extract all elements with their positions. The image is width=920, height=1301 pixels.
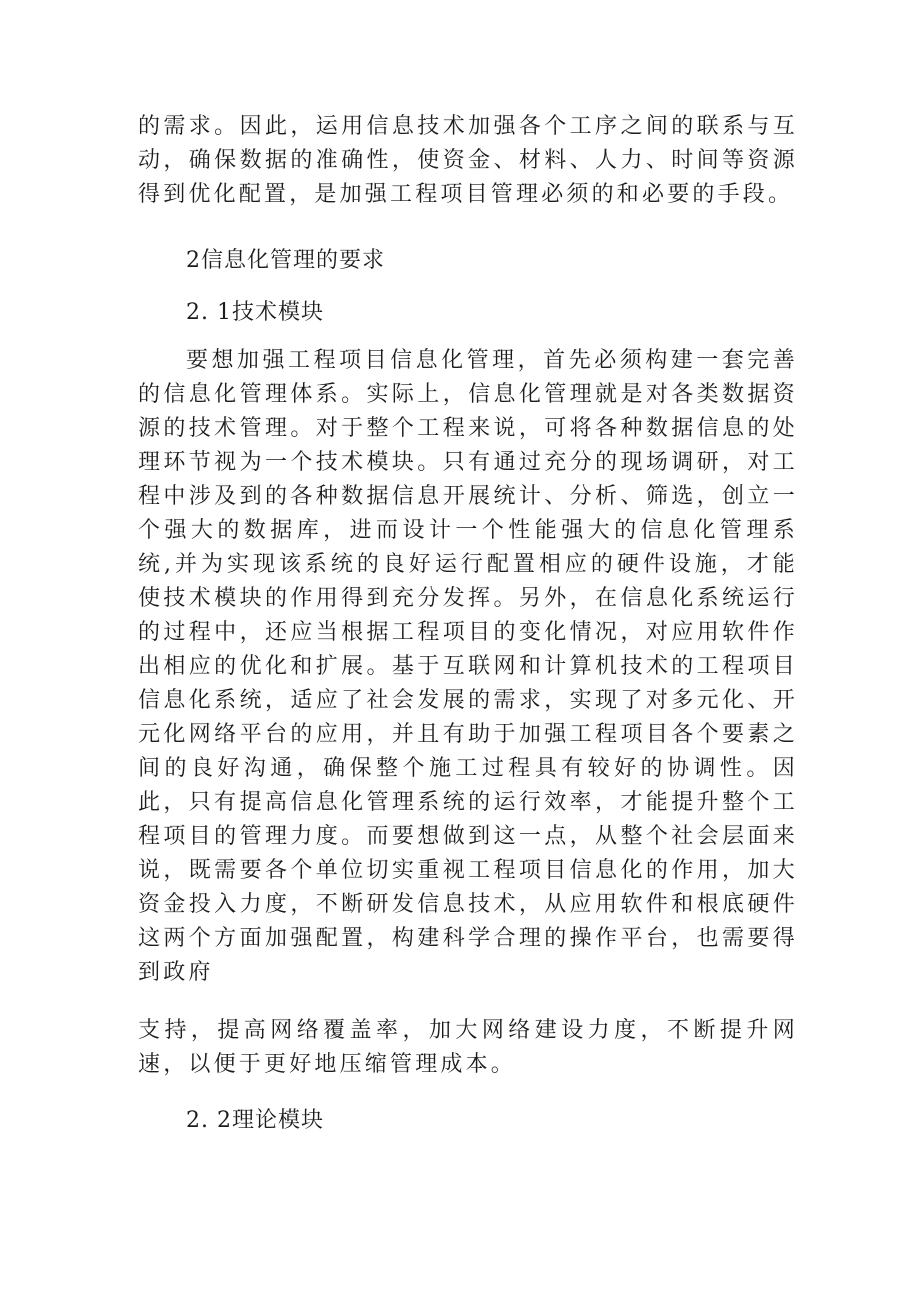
document-page xyxy=(138,110,798,1138)
section-heading-2-2: 2. 2理论模块 xyxy=(186,1108,324,1133)
paragraph-continued: 的需求。因此，运用信息技术加强各个工序之间的联系与互动，确保数据的准确性，使资金、材料、人力、时间等资源得到优化配置，是加强工程项目管理必须的和必要的手段。 xyxy=(138,114,798,207)
section-heading-2: 2信息化管理的要求 xyxy=(186,248,385,273)
section-heading-2-1: 2. 1技术模块 xyxy=(186,300,324,325)
paragraph-support: 支持，提高网络覆盖率，加大网络建设力度，不断提升网速，以便于更好地压缩管理成本。 xyxy=(138,1018,798,1077)
paragraph-tech-module: 要想加强工程项目信息化管理，首先必须构建一套完善的信息化管理体系。实际上，信息化管理就是对各类数据资源的技术管理。对于整个工程来说，可将各种数据信息的处理环节视为一个技术模块。只有通过充分的现场调研，对工程中涉及到的各种数据信息开展统计、分析、筛选，创立一个强大的数据库，进而设计一个性能强大的信息化管理系统,并为实现该系统的良好运行配置相应的硬件设施，才能使技术模块的作用得到充分发挥。另外，在信息化系统运行的过程中，还应当根据工程项目的变化情况，对应用软件作出相应的优化和扩展。基于互联网和计算机技术的工程项目信息化系统，适应了社会发展的需求，实现了对多元化、开元化网络平台的应用，并且有助于加强工程项目各个要素之间的良好沟通，确保整个施工过程具有较好的协调性。因此，只有提高信息化管理系统的运行效率，才能提升整个工程项目的管理力度。而要想做到这一点，从整个社会层面来说，既需要各个单位切实重视工程项目信息化的作用，加大资金投入力度，不断研发信息技术，从应用软件和根底硬件这两个方面加强配置，构建科学合理的操作平台，也需要得到政府 xyxy=(138,348,798,985)
